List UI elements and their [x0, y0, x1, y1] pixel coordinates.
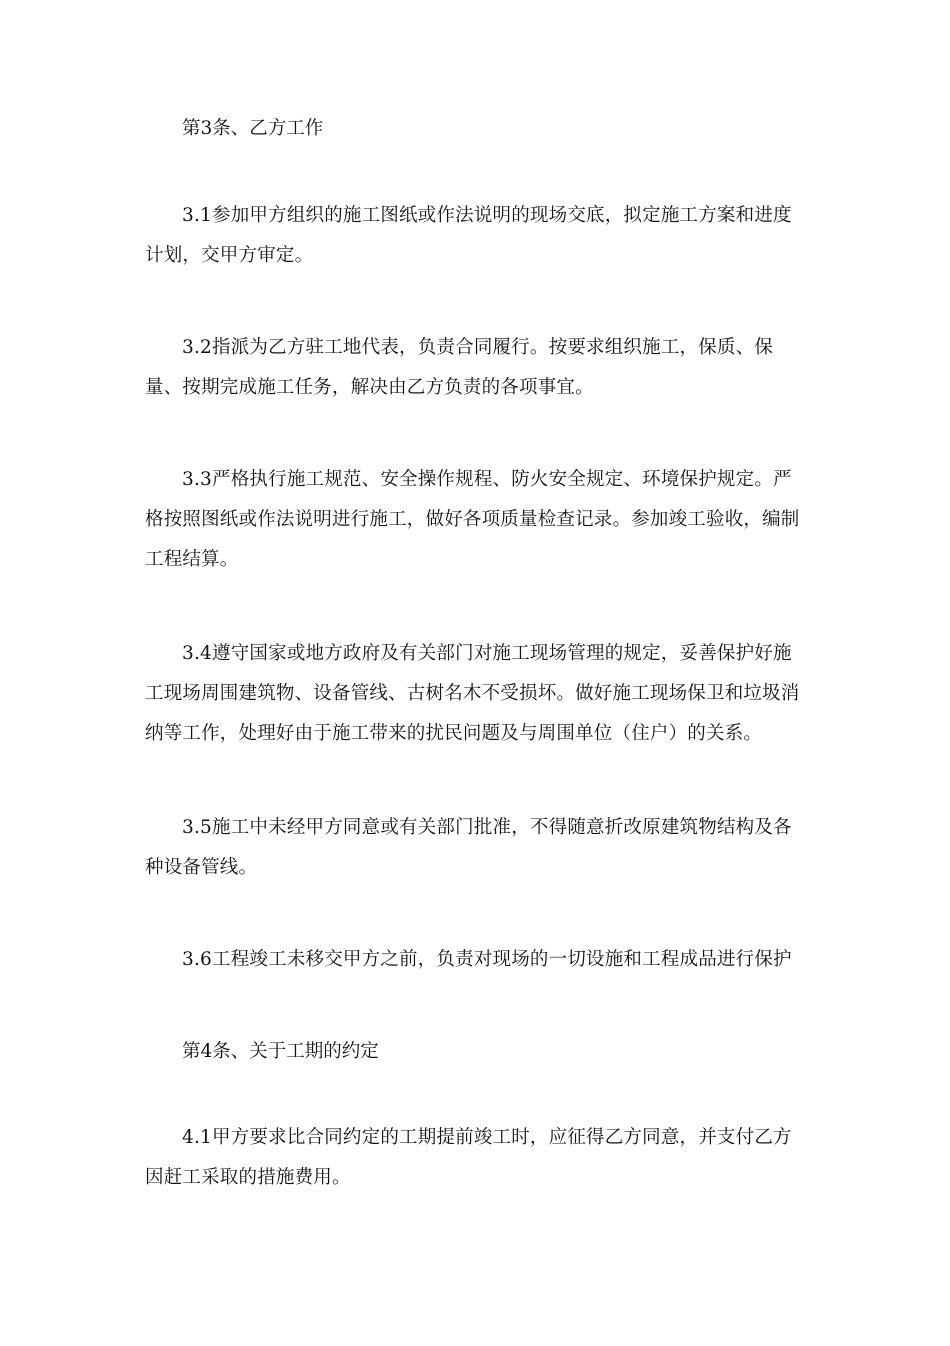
- clause-3-3: 3.3严格执行施工规范、安全操作规程、防火安全规定、环境保护规定。严格按照图纸或作法说明进行施工，做好各项质量检查记录。参加竣工验收，编制工程结算。: [145, 469, 800, 570]
- section-3-heading: 第3条、乙方工作: [182, 118, 324, 139]
- clause-3-5: 3.5施工中未经甲方同意或有关部门批准，不得随意折改原建筑物结构及各种设备管线。: [145, 817, 792, 878]
- clause-3-4: 3.4遵守国家或地方政府及有关部门对施工现场管理的规定，妥善保护好施工现场周围建筑物、设备管线、古树名木不受损坏。做好施工现场保卫和垃圾消纳等工作，处理好由于施工带来的扰民问题及与周围单位（住户）的关系。: [145, 643, 800, 744]
- clause-3-2: 3.2指派为乙方驻工地代表，负责合同履行。按要求组织施工，保质、保量、按期完成施工任务，解决由乙方负责的各项事宜。: [145, 337, 774, 398]
- clause-4-1: 4.1甲方要求比合同约定的工期提前竣工时，应征得乙方同意，并支付乙方因赶工采取的措施费用。: [145, 1127, 792, 1188]
- clause-3-1: 3.1参加甲方组织的施工图纸或作法说明的现场交底，拟定施工方案和进度计划，交甲方审定。: [145, 205, 792, 266]
- clause-3-6: 3.6工程竣工未移交甲方之前，负责对现场的一切设施和工程成品进行保护: [182, 949, 792, 970]
- section-4-heading: 第4条、关于工期的约定: [182, 1041, 379, 1062]
